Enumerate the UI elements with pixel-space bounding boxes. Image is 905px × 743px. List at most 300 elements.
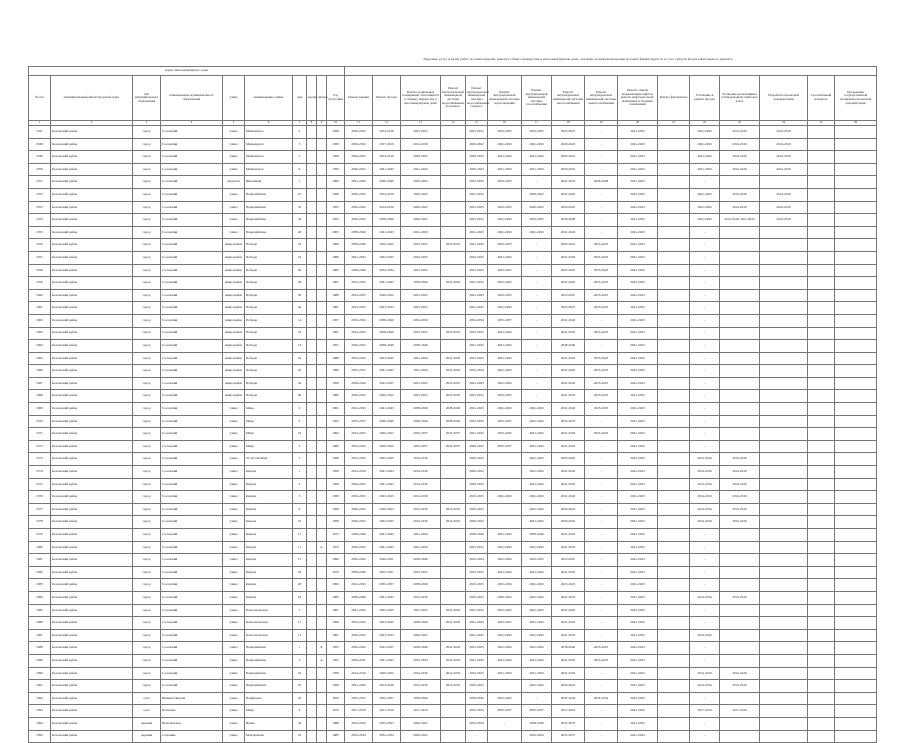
table-cell: 2041-2043 [618, 163, 658, 176]
table-cell: 2041-2043 [488, 214, 522, 227]
table-cell: - [585, 629, 618, 642]
table-cell [658, 466, 690, 479]
table-cell: - [522, 352, 552, 365]
table-cell [835, 163, 877, 176]
table-cell [658, 705, 690, 718]
table-cell: Козельский район [51, 692, 133, 705]
table-cell [760, 390, 808, 403]
table-cell: Парфенова [245, 692, 293, 705]
table-cell: 2023-2025 [488, 126, 522, 139]
table-cell: 2041-2043 [522, 151, 552, 164]
table-cell: 40 [293, 390, 307, 403]
table-cell: - [690, 566, 720, 579]
table-cell: Сосенский [161, 340, 223, 353]
table-cell: 2020-2022 [466, 516, 488, 529]
table-row [29, 214, 877, 227]
table-cell: улица [223, 466, 245, 479]
table-cell [307, 428, 317, 441]
table-cell [307, 289, 317, 302]
table-cell: 2388 [29, 642, 51, 655]
table-cell [720, 176, 760, 189]
table-row [29, 239, 877, 252]
table-cell: 2035-2037 [552, 415, 585, 428]
table-cell: 2023-2025 [401, 289, 441, 302]
table-cell: 3 [293, 491, 307, 504]
table-cell: 1958 [327, 667, 345, 680]
table-cell: Сосенский [161, 390, 223, 403]
table-cell: Сосенский [161, 604, 223, 617]
table-cell: 2035-2037 [401, 428, 441, 441]
table-cell [835, 604, 877, 617]
table-cell: 2041-2043 [552, 390, 585, 403]
table-cell: 2014-2016 [401, 466, 441, 479]
table-cell: - [690, 692, 720, 705]
table-cell: 2035-2037 [373, 566, 401, 579]
table-cell: 2395 [29, 730, 51, 743]
table-cell [307, 201, 317, 214]
table-cell: 27 [293, 188, 307, 201]
table-cell: 2041-2043 [552, 604, 585, 617]
table-cell [317, 516, 327, 529]
table-cell: 2041-2043 [466, 340, 488, 353]
table-cell: Сосенский [161, 541, 223, 554]
table-cell: 1958 [327, 453, 345, 466]
column-header: Ремонт, замена модернизация лифтов, ремонт лифтовых шахт, машинных и блочных помещений [618, 76, 658, 121]
table-cell: 2017-2019 [720, 705, 760, 718]
table-cell: город [133, 201, 161, 214]
table-cell: 2041-2043 [488, 365, 522, 378]
table-cell: 2023-2025 [401, 566, 441, 579]
table-cell: 3 [293, 415, 307, 428]
table-cell: 2038-2040 [401, 277, 441, 290]
table-cell: 1973 [327, 541, 345, 554]
table-cell [317, 390, 327, 403]
table-cell: 2014-2016 [690, 516, 720, 529]
table-cell: улица [223, 680, 245, 693]
table-cell [760, 730, 808, 743]
table-cell: 34 [293, 377, 307, 390]
table-cell: 2038-2040 [522, 529, 552, 542]
table-cell: улица [223, 214, 245, 227]
table-cell: 2014-2016 [720, 591, 760, 604]
table-cell [760, 403, 808, 416]
table-cell [658, 478, 690, 491]
table-cell [658, 566, 690, 579]
table-cell [307, 176, 317, 189]
table-cell: 2041-2043 [522, 629, 552, 642]
table-cell [760, 516, 808, 529]
table-cell: - [690, 277, 720, 290]
table-cell [835, 151, 877, 164]
table-cell [658, 491, 690, 504]
table-cell: 2041-2043 [441, 617, 466, 630]
column-header: дом [293, 76, 307, 121]
table-cell: Первомайская [245, 667, 293, 680]
table-cell: 2023-2025 [441, 239, 466, 252]
table-cell: Сосенский [161, 466, 223, 479]
table-cell: 1967 [327, 277, 345, 290]
table-cell [835, 705, 877, 718]
table-cell: город [133, 214, 161, 227]
table-cell: улица [223, 403, 245, 416]
table-cell: 1957 [327, 314, 345, 327]
table-cell [488, 680, 522, 693]
table-cell: 2387 [29, 629, 51, 642]
table-cell [720, 415, 760, 428]
table-cell: 2020-2022 [401, 717, 441, 730]
column-header: наименование муниципального образования [161, 76, 223, 121]
table-cell: 2 [293, 126, 307, 139]
table-cell: Козельский район [51, 654, 133, 667]
table-cell [808, 453, 835, 466]
table-cell: город [133, 516, 161, 529]
table-cell: город [133, 163, 161, 176]
table-cell: 2017-2019 [373, 705, 401, 718]
table-cell: - [522, 176, 552, 189]
table-row [29, 188, 877, 201]
table-cell: Кирова [245, 591, 293, 604]
table-cell [488, 453, 522, 466]
table-cell: город [133, 289, 161, 302]
table-cell: 24 [293, 591, 307, 604]
table-row [29, 629, 877, 642]
table-cell: 2041-2043 [618, 377, 658, 390]
table-cell: улица [223, 163, 245, 176]
table-cell: 16 [293, 327, 307, 340]
table-cell [441, 201, 466, 214]
table-cell: - [690, 415, 720, 428]
table-cell [307, 251, 317, 264]
table-cell: 2014-2016 [401, 516, 441, 529]
table-cell: 2032-2034 [488, 579, 522, 592]
table-cell: 2014-2016 [720, 491, 760, 504]
table-row [29, 516, 877, 529]
table-cell: 2023-2025 [466, 188, 488, 201]
table-cell [307, 188, 317, 201]
table-cell: 2041-2043 [552, 667, 585, 680]
table-cell: Молодежная [245, 730, 293, 743]
table-cell [317, 491, 327, 504]
column-header: Ремонт внутридомовой инженерной системы водоотведения [488, 76, 522, 121]
table-cell: 2366 [29, 365, 51, 378]
table-cell: 2023-2025 [401, 251, 441, 264]
table-cell: - [690, 642, 720, 655]
table-row [29, 554, 877, 567]
table-cell: 2041-2043 [690, 201, 720, 214]
table-cell: 2038-2040 [373, 214, 401, 227]
table-cell: Новая [245, 717, 293, 730]
table-cell [307, 214, 317, 227]
table-cell: - [585, 667, 618, 680]
table-cell: Козельский район [51, 352, 133, 365]
table-cell: - [522, 289, 552, 302]
column-header: Утепление и ремонт фасада [690, 76, 720, 121]
table-cell: 2041-2043 [373, 163, 401, 176]
table-cell: Комсомольская [245, 617, 293, 630]
table-cell: 2026-2028 [552, 214, 585, 227]
table-cell: 2041-2043 [618, 314, 658, 327]
table-cell [720, 692, 760, 705]
table-cell: - [690, 289, 720, 302]
table-cell: 2041-2043 [488, 251, 522, 264]
table-cell: 2041-2043 [522, 617, 552, 630]
table-cell: Победы [245, 377, 293, 390]
table-cell [317, 529, 327, 542]
table-cell: 25 [293, 680, 307, 693]
table-cell: 2041-2043 [488, 226, 522, 239]
table-cell: - [690, 365, 720, 378]
table-cell [835, 529, 877, 542]
table-cell: 2023-2025 [345, 617, 373, 630]
table-cell: 2014-2016 [401, 503, 441, 516]
table-cell: 2014-2016 [720, 466, 760, 479]
table-cell [307, 617, 317, 630]
table-cell [808, 428, 835, 441]
table-cell [835, 239, 877, 252]
table-cell: - [690, 541, 720, 554]
table-cell [307, 264, 317, 277]
table-cell [808, 188, 835, 201]
table-cell: 2041-2043 [618, 201, 658, 214]
table-cell: 2023-2025 [441, 327, 466, 340]
table-cell [658, 654, 690, 667]
table-cell [835, 428, 877, 441]
table-cell: 2020-2022 [345, 541, 373, 554]
table-cell: 2041-2043 [522, 415, 552, 428]
table-cell: 1955 [327, 642, 345, 655]
table-cell: улица [223, 138, 245, 151]
table-cell: 2394 [29, 717, 51, 730]
table-cell: 2038-2040 [373, 176, 401, 189]
table-cell: - [522, 239, 552, 252]
column-header: Ремонт фасада [373, 76, 401, 121]
table-cell: 2032-2034 [552, 692, 585, 705]
table-cell [835, 730, 877, 743]
table-cell: 2367 [29, 377, 51, 390]
table-cell [720, 529, 760, 542]
table-row [29, 151, 877, 164]
table-cell: 2038-2040 [552, 642, 585, 655]
table-cell: 2382 [29, 566, 51, 579]
table-cell: 2023-2025 [401, 327, 441, 340]
table-cell: 2041-2043 [618, 604, 658, 617]
table-cell: 2023-2025 [522, 554, 552, 567]
table-cell [760, 302, 808, 315]
table-cell: 2020-2022 [401, 176, 441, 189]
table-cell [317, 314, 327, 327]
table-cell: 2041-2043 [618, 541, 658, 554]
table-cell: 2370 [29, 415, 51, 428]
table-cell [317, 478, 327, 491]
table-cell: 2014-2016 [373, 201, 401, 214]
table-cell: А [317, 541, 327, 554]
table-cell [760, 579, 808, 592]
table-cell: Козельский район [51, 466, 133, 479]
table-cell: 16 [293, 730, 307, 743]
table-cell: 1953 [327, 214, 345, 227]
table-cell: 2035-2037 [345, 365, 373, 378]
table-cell: Кирова [245, 529, 293, 542]
table-cell [317, 591, 327, 604]
table-cell [720, 554, 760, 567]
table-cell: Сосенский [161, 654, 223, 667]
table-cell: 2014-2016 [760, 138, 808, 151]
table-cell: 2023-2025 [552, 554, 585, 567]
column-number: 13 [401, 121, 441, 126]
table-cell: улица [223, 440, 245, 453]
table-cell: Козельский район [51, 478, 133, 491]
table-cell: 2041-2043 [522, 503, 552, 516]
table-cell: 2041-2043 [618, 579, 658, 592]
table-cell: 2041-2043 [522, 163, 552, 176]
table-cell: 2041-2043 [552, 591, 585, 604]
table-cell: 2014-2016 [760, 214, 808, 227]
table-cell [808, 377, 835, 390]
table-cell: 2041-2043 [618, 264, 658, 277]
table-cell: 2020-2022 [466, 466, 488, 479]
table-cell [760, 415, 808, 428]
table-cell: 2041-2043 [618, 188, 658, 201]
table-cell: Козельский район [51, 365, 133, 378]
table-cell: 2035-2037 [345, 415, 373, 428]
table-cell [317, 239, 327, 252]
table-cell: 2020-2022 [401, 201, 441, 214]
table-cell [835, 554, 877, 567]
table-cell [317, 730, 327, 743]
table-cell: - [522, 692, 552, 705]
table-cell: 1 [293, 642, 307, 655]
table-cell: 2041-2043 [466, 302, 488, 315]
table-cell: 22 [293, 365, 307, 378]
table-cell: улица [223, 692, 245, 705]
table-cell: 2041-2043 [488, 163, 522, 176]
table-cell [658, 642, 690, 655]
table-cell [720, 289, 760, 302]
table-cell: 2041-2043 [441, 604, 466, 617]
table-cell [760, 629, 808, 642]
table-cell: 2041-2043 [618, 453, 658, 466]
table-cell: 1970 [327, 566, 345, 579]
table-cell: - [585, 554, 618, 567]
table-cell [658, 289, 690, 302]
table-cell: микрорайон [223, 277, 245, 290]
table-cell [441, 705, 466, 718]
table-cell: 2014-2016 [373, 680, 401, 693]
table-cell: 2035-2037 [488, 314, 522, 327]
table-cell: 2041-2043 [618, 327, 658, 340]
table-cell: микрорайон [223, 365, 245, 378]
table-cell [808, 529, 835, 542]
table-row [29, 251, 877, 264]
table-cell: 2023-2025 [373, 251, 401, 264]
table-cell: - [585, 541, 618, 554]
column-number: 7 [293, 121, 307, 126]
table-cell [808, 277, 835, 290]
table-cell: 2035-2037 [373, 717, 401, 730]
table-cell: 2014-2016 [401, 680, 441, 693]
table-cell: 1958 [327, 126, 345, 139]
table-cell [307, 415, 317, 428]
table-cell [808, 440, 835, 453]
table-cell [317, 415, 327, 428]
table-cell [808, 352, 835, 365]
table-cell: город [133, 390, 161, 403]
table-cell: 2041-2043 [618, 138, 658, 151]
table-cell: Сосенский [161, 214, 223, 227]
table-cell [835, 541, 877, 554]
table-cell: 2020-2022 [552, 151, 585, 164]
table-cell: 2020-2022 [373, 428, 401, 441]
table-row [29, 591, 877, 604]
table-cell [720, 264, 760, 277]
table-cell: 2041-2043 [373, 478, 401, 491]
table-cell: 2023-2025 [373, 629, 401, 642]
table-cell: 2020-2022 [401, 730, 441, 743]
table-cell: город [133, 302, 161, 315]
table-cell: 1987 [327, 302, 345, 315]
table-cell: микрорайон [223, 289, 245, 302]
table-cell [808, 327, 835, 340]
table-cell: 2023-2025 [466, 604, 488, 617]
table-cell: улица [223, 201, 245, 214]
table-cell: Сосенский [161, 151, 223, 164]
table-cell: деревня [133, 730, 161, 743]
table-cell [760, 226, 808, 239]
table-cell [720, 730, 760, 743]
table-cell: 2041-2043 [618, 352, 658, 365]
table-row [29, 579, 877, 592]
table-cell: Козельский район [51, 340, 133, 353]
table-cell [317, 188, 327, 201]
table-cell: 2041-2043 [618, 289, 658, 302]
table-cell: 2349 [29, 151, 51, 164]
table-cell [720, 226, 760, 239]
table-cell [441, 541, 466, 554]
column-header: тип муниципального образования [133, 76, 161, 121]
table-cell: 2041-2043 [522, 428, 552, 441]
table-cell: 2041-2043 [401, 163, 441, 176]
table-cell: 2023-2025 [488, 390, 522, 403]
table-cell: Мира [245, 440, 293, 453]
table-cell: 2041-2043 [618, 692, 658, 705]
table-row [29, 453, 877, 466]
table-cell: город [133, 188, 161, 201]
column-header: Ремонт внутридомовой инженерной системы электроснабжения [585, 76, 618, 121]
table-cell [835, 327, 877, 340]
table-cell: улица [223, 579, 245, 592]
table-cell: Козельский район [51, 680, 133, 693]
table-cell [760, 239, 808, 252]
table-cell: Победы [245, 340, 293, 353]
table-cell: 2023-2025 [345, 440, 373, 453]
table-cell: 7 [293, 453, 307, 466]
table-cell: 2041-2043 [618, 516, 658, 529]
table-cell: 2041-2043 [522, 138, 552, 151]
table-cell [720, 352, 760, 365]
table-cell [808, 717, 835, 730]
table-row [29, 390, 877, 403]
table-cell: 2035-2037 [401, 440, 441, 453]
table-cell: улица [223, 491, 245, 504]
address-group-header: Адрес многоквартирного дома [29, 67, 345, 76]
table-cell: 2020-2022 [345, 126, 373, 139]
table-cell: 2038-2040 [401, 554, 441, 567]
table-cell: 2023-2025 [345, 453, 373, 466]
table-cell: 2390 [29, 667, 51, 680]
table-cell: 2038-2040 [401, 642, 441, 655]
table-cell: 2023-2025 [585, 377, 618, 390]
table-cell: - [585, 478, 618, 491]
